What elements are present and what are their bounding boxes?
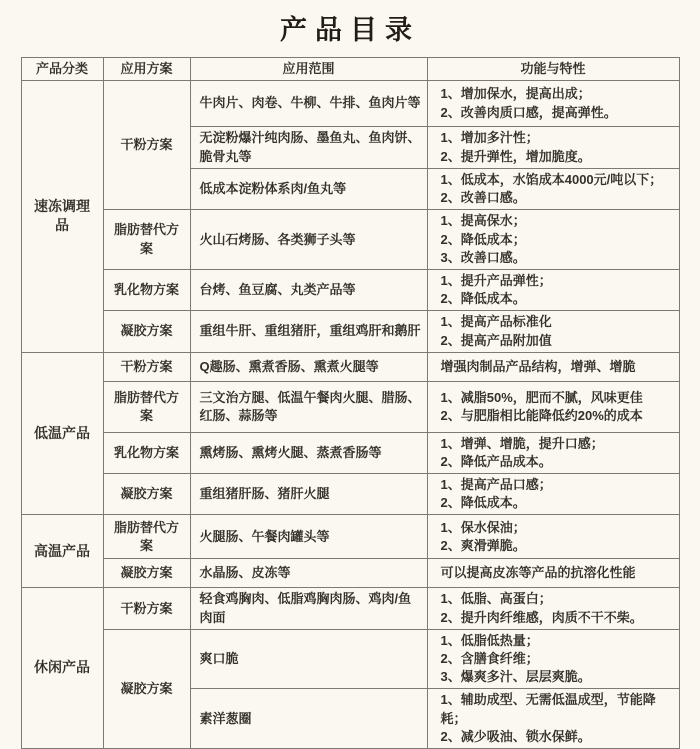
feature-line: 2、含膳食纤维； [440,651,539,666]
table-row [21,432,679,473]
table-row [21,474,679,515]
col-header-scope: 应用范围 [190,58,427,81]
plan-cell: 凝胶方案 [103,311,190,352]
plan-cell: 凝胶方案 [103,629,190,748]
product-catalog-table [21,57,680,749]
feature-line: 2、提升肉纤维感，肉质不干不柴。 [440,609,643,625]
plan-cell: 凝胶方案 [103,474,190,515]
table-row [21,311,679,352]
features-cell [427,689,679,749]
feature-line: 3、爆爽多汁、层层爽脆。 [440,669,591,685]
feature-line: 1、增加保水，提高出成； [440,86,591,102]
features-cell [427,559,679,588]
feature-line: 1、提高保水； [440,213,526,229]
feature-line: 2、改善口感。 [440,190,526,206]
feature-line: 1、增加多汁性； [440,130,539,146]
feature-line: 1、减脂50%，肥而不腻，风味更佳 [440,389,643,405]
features-cell [427,474,679,515]
col-header-features: 功能与特性 [427,58,679,81]
plan-cell: 脂肪替代方案 [103,210,190,270]
plan-cell: 干粉方案 [103,588,190,629]
features-cell [427,169,679,210]
feature-line: 2、降低成本； [440,231,526,247]
feature-line: 可以提高皮冻等产品的抗溶化性能 [440,565,636,581]
table-row [21,269,679,310]
col-header-category: 产品分类 [21,58,103,81]
scope-cell: Q趣肠、熏煮香肠、熏煮火腿等 [190,352,427,381]
feature-line: 1、提升产品弹性； [440,272,552,288]
table-row [21,515,679,559]
scope-cell: 火山石烤肠、各类狮子头等 [190,210,427,270]
table-row [21,352,679,381]
feature-line: 1、辅助成型、无需低温成型，节能降耗； [440,692,656,726]
features-cell [427,629,679,689]
features-cell [427,127,679,169]
table-row [21,588,679,629]
category-cell: 高温产品 [21,515,103,588]
feature-line: 1、低脂低热量； [440,632,539,648]
scope-cell: 无淀粉爆汁纯肉肠、墨鱼丸、鱼肉饼、脆骨丸等 [190,127,427,169]
scope-cell: 台烤、鱼豆腐、丸类产品等 [190,269,427,310]
plan-cell: 脂肪替代方案 [103,381,190,432]
plan-cell: 凝胶方案 [103,559,190,588]
page-title: 产品目录 [280,15,420,45]
features-cell [427,588,679,629]
table-row [21,381,679,432]
feature-line: 1、增弹、增脆，提升口感； [440,435,604,451]
features-cell [427,515,679,559]
scope-cell: 三文治方腿、低温午餐肉火腿、腊肠、红肠、蒜肠等 [190,381,427,432]
feature-line: 2、与肥脂相比能降低约20%的成本 [440,407,643,423]
col-header-plan: 应用方案 [103,58,190,81]
feature-line: 3、改善口感。 [440,249,526,265]
feature-line: 增强肉制品产品结构，增弹、增脆 [440,358,636,374]
feature-line: 2、提高产品附加值 [440,332,552,348]
table-row [21,210,679,270]
features-cell [427,210,679,270]
feature-line: 1、低成本，水馅成本4000元/吨以下； [440,172,663,187]
feature-line: 2、爽滑弹脆。 [440,537,526,553]
category-cell: 休闲产品 [21,588,103,749]
scope-cell: 水晶肠、皮冻等 [190,559,427,588]
features-cell [427,381,679,432]
plan-cell: 脂肪替代方案 [103,515,190,559]
scope-cell: 素洋葱圈 [190,689,427,749]
features-cell [427,432,679,473]
feature-line: 2、减少吸油、锁水保鲜。 [440,728,591,744]
feature-line: 2、降低产品成本。 [440,453,552,469]
plan-cell: 干粉方案 [103,352,190,381]
scope-cell: 轻食鸡胸肉、低脂鸡胸肉肠、鸡肉/鱼肉面 [190,588,427,629]
feature-line: 1、提高产品标准化 [440,314,552,330]
feature-line: 2、改善肉质口感，提高弹性。 [440,104,617,120]
feature-line: 2、降低成本。 [440,495,526,511]
table-row [21,629,679,689]
category-cell: 速冻调理品 [21,81,103,353]
table-row [21,559,679,588]
features-cell [427,352,679,381]
scope-cell: 低成本淀粉体系肉/鱼丸等 [190,169,427,210]
scope-cell: 火腿肠、午餐肉罐头等 [190,515,427,559]
category-cell: 低温产品 [21,352,103,515]
feature-line: 1、低脂、高蛋白； [440,591,552,607]
feature-line: 2、提升弹性，增加脆度。 [440,148,591,164]
plan-cell: 干粉方案 [103,81,190,210]
feature-line: 1、提高产品口感； [440,477,552,493]
features-cell [427,81,679,127]
feature-line: 2、降低成本。 [440,291,526,307]
scope-cell: 熏烤肠、熏烤火腿、蒸煮香肠等 [190,432,427,473]
scope-cell: 重组猪肝肠、猪肝火腿 [190,474,427,515]
feature-line: 1、保水保油； [440,519,526,535]
scope-cell: 牛肉片、肉卷、牛柳、牛排、鱼肉片等 [190,81,427,127]
scope-cell: 重组牛肝、重组猪肝，重组鸡肝和鹅肝 [190,311,427,352]
scope-cell: 爽口脆 [190,629,427,689]
features-cell [427,269,679,310]
features-cell [427,311,679,352]
header-row [21,58,679,81]
plan-cell: 乳化物方案 [103,269,190,310]
plan-cell: 乳化物方案 [103,432,190,473]
table-row [21,81,679,127]
